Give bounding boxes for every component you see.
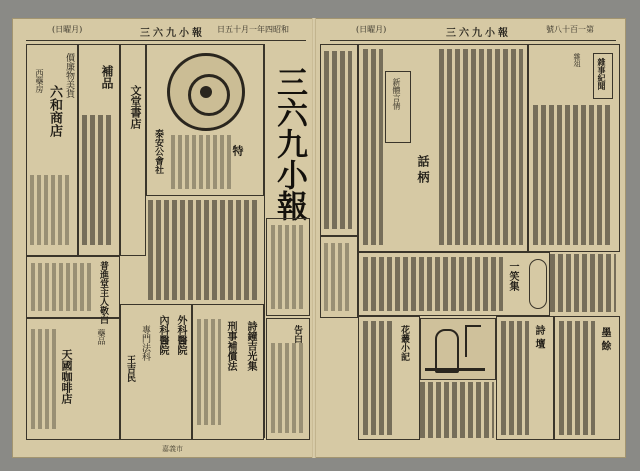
ad-inquiry: 告白 [292,325,302,343]
right-upper-text [550,254,616,312]
column-short-story-text [363,321,395,435]
ad-tonic: 補品 [100,65,114,89]
left-header-weekday: (日曜月) [52,25,83,34]
column-miscellany-title: 雜俎 [573,53,581,67]
ad-medicine: 藥品 [97,329,106,345]
ad-hospital: 外科醫院 [175,315,186,355]
column-talk-text-b [439,49,523,245]
column-short-story-title: 花叢小記 [399,325,409,361]
ad-liuhe-name: 六和商店 [47,85,62,137]
ad-block-hospital [120,304,192,440]
column-chronicle-title: 雜事紀聞 [597,58,607,90]
column-talk-text-a [363,49,383,245]
ad-puren-text [31,263,91,311]
ad-block-yiwen [120,44,146,256]
masthead-info-box [266,218,310,316]
ad-tea: 刑事補償法 [225,321,236,371]
masthead-title: 三六九小報 [271,66,307,221]
schedule-table-text [324,51,352,229]
column-ink-title: 墨 餘 [599,327,610,351]
column-ink-text [559,321,595,435]
gourd-ornament-icon [529,259,547,309]
newspaper-spread [12,18,626,458]
seal-icon [167,53,245,131]
ad-clinic: 內科醫院 [157,315,168,355]
ad-block-inquiry [266,318,310,440]
column-poem-title: 詩 壇 [533,325,544,349]
ad-lawyer: 專門法科 [140,325,150,361]
column-serial-title: 新體言情 [392,78,401,110]
column-joke-title: 一笑集 [507,261,518,291]
ad-block-puren [26,256,120,324]
masthead-divider [264,44,265,438]
column-short-story-cont [420,382,494,438]
column-chronicle [528,44,620,252]
right-header-rule [330,40,616,41]
ad-tianguo: 天國咖啡店 [60,349,73,404]
ad-liuhe-text [30,175,72,245]
right-header-number: 號八十百一第 [546,25,594,34]
ad-specialty: 特 [231,145,244,156]
price-table-text [324,243,352,311]
ad-tianguo-text [31,329,57,429]
ad-block-tianguo [26,318,120,440]
ad-block-taian [146,44,264,196]
column-ink [554,316,620,440]
masthead-info-text [271,225,303,309]
ad-block-poetry [192,304,264,440]
ad-quality-goods: 價廉物美貨 [64,53,74,98]
ad-tonic-text [82,115,114,245]
column-chronicle-text [533,105,613,245]
ad-yiwen: 文堂書店 [129,85,142,129]
ad-inquiry-text [271,343,303,433]
column-serial-box [385,71,411,143]
column-talk [358,44,528,252]
ad-poetry-text [197,319,221,425]
left-footer-imprint: 嘉義市 [162,445,183,453]
price-table [320,236,358,318]
column-short-story [358,316,420,440]
column-poem-text [501,321,529,435]
ad-pharmacy: 西藥房 [35,69,44,93]
left-header-rule [26,40,306,41]
column-joke [358,252,550,316]
ad-doctor-name: 王吉民 [125,355,135,382]
column-poem [496,316,554,440]
schedule-table [320,44,358,236]
left-body-text [148,200,260,300]
left-header-date: 日五十月一年四昭和 [217,25,289,34]
ad-taian-text [171,135,231,189]
right-header-title: 三六九小報 [446,28,511,39]
column-chronicle-box [593,53,613,99]
left-header-title: 三六九小報 [140,28,205,39]
ad-block-tonic [78,44,120,256]
center-fold [312,18,316,458]
ad-block-liuhe [26,44,78,256]
ad-taian: 泰安公會社 [153,129,163,174]
reading-figure-illustration [420,318,496,380]
ad-puren: 普進堂主人敬白 [98,261,108,324]
column-talk-title: 話 柄 [416,155,430,184]
right-header-weekday: (日曜月) [356,25,387,34]
left-page-header [12,24,312,38]
column-joke-text [363,257,503,311]
ad-poetry: 詩鐘吉光集 [245,321,256,371]
right-page-header [316,24,626,38]
